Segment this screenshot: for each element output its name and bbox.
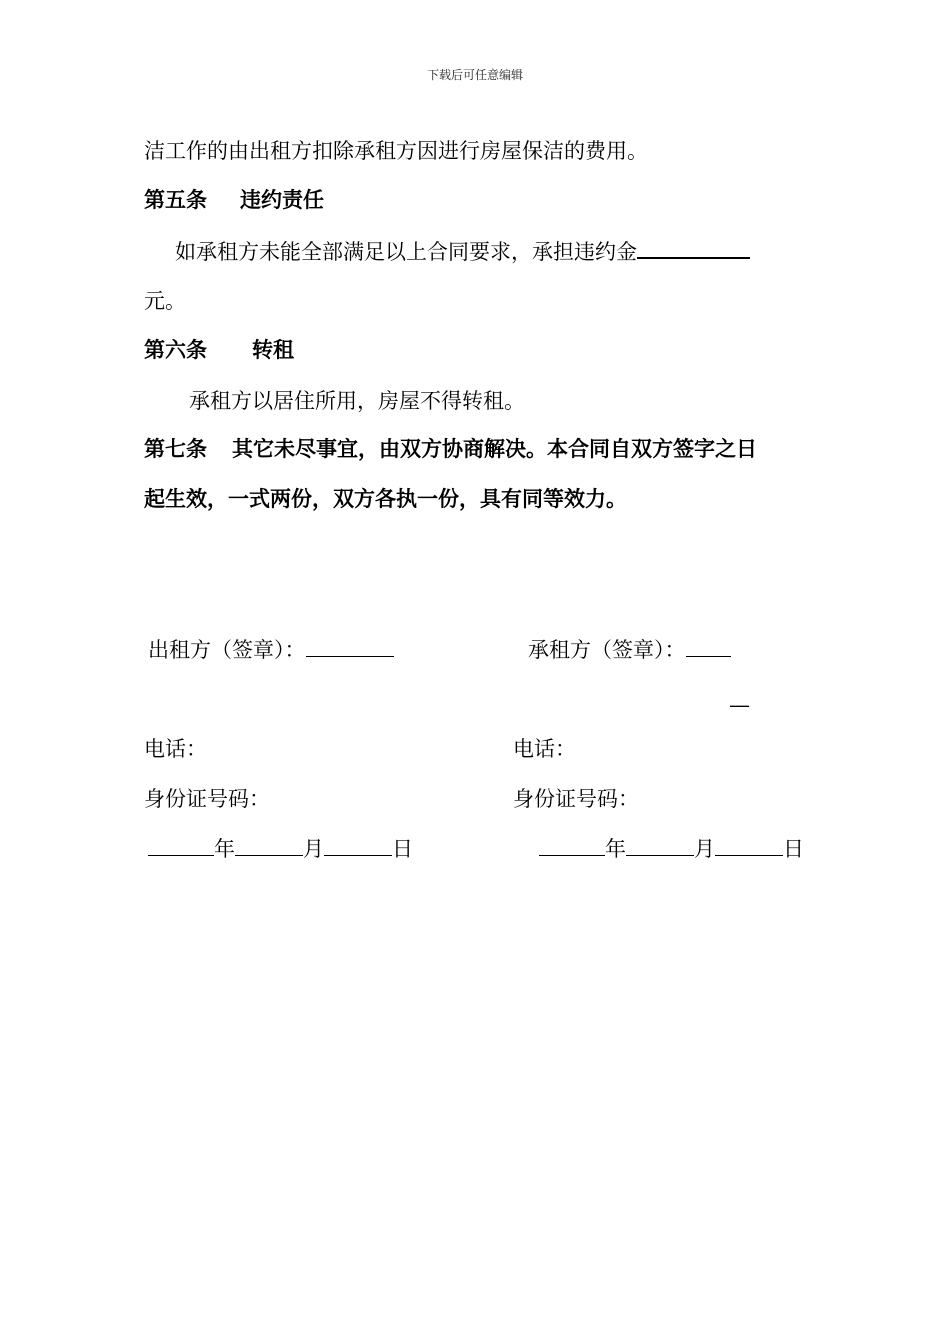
lessee-signature-row — [528, 634, 731, 665]
lessee-signature-label: 承租方（签章）： — [528, 638, 686, 662]
lessor-id-label: 身份证号码： — [144, 787, 270, 811]
article-6-heading — [144, 335, 294, 365]
lessor-day-label: 日 — [392, 837, 413, 861]
article-6-text: 承租方以居住所用，房屋不得转租。 — [189, 389, 525, 413]
lessor-signature-row — [148, 634, 394, 665]
lessor-date — [148, 833, 413, 864]
lessor-year-blank — [148, 833, 214, 856]
article-5-heading — [144, 185, 324, 215]
article-6-number: 第六条 — [144, 337, 207, 362]
lessor-year-label: 年 — [214, 837, 235, 861]
article-5-body: 如承租方未能全部满足以上合同要求，承担违约金 — [175, 240, 637, 264]
paragraph-continuation: 洁工作的由出租方扣除承租方因进行房屋保洁的费用。 — [144, 139, 648, 163]
lessee-month-blank — [626, 833, 694, 856]
article-7-text: 其它未尽事宜，由双方协商解决。本合同自双方签字之日 — [232, 436, 757, 461]
lessor-signature-label: 出租方（签章）： — [148, 638, 306, 662]
article-5-title: 违约责任 — [240, 187, 324, 212]
lessor-month-label: 月 — [303, 837, 324, 861]
article-6-title: 转租 — [252, 337, 294, 362]
lessee-day-blank — [715, 833, 783, 856]
lessee-phone-label: 电话： — [513, 737, 576, 761]
article-7-line-1 — [144, 434, 757, 464]
lessee-year-blank — [539, 833, 605, 856]
page-header: 下载后可任意编辑 — [426, 68, 523, 82]
lessee-signature-continuation: — — [729, 693, 750, 717]
lessor-signature-blank — [306, 634, 394, 657]
lessor-month-blank — [235, 833, 303, 856]
article-5-number: 第五条 — [144, 187, 207, 212]
lessor-day-blank — [324, 833, 392, 856]
lessee-month-label: 月 — [694, 837, 715, 861]
article-5-text — [175, 235, 750, 267]
lessee-signature-blank — [686, 634, 731, 657]
article-5-end: 元。 — [144, 289, 186, 313]
lessee-date — [539, 833, 804, 864]
lessee-year-label: 年 — [605, 837, 626, 861]
lessee-id-label: 身份证号码： — [513, 787, 639, 811]
lessee-day-label: 日 — [783, 837, 804, 861]
penalty-amount-blank — [637, 235, 750, 259]
lessor-phone-label: 电话： — [144, 737, 207, 761]
article-7-line-2: 起生效，一式两份，双方各执一份，具有同等效力。 — [144, 486, 627, 511]
article-7-number: 第七条 — [144, 436, 207, 461]
